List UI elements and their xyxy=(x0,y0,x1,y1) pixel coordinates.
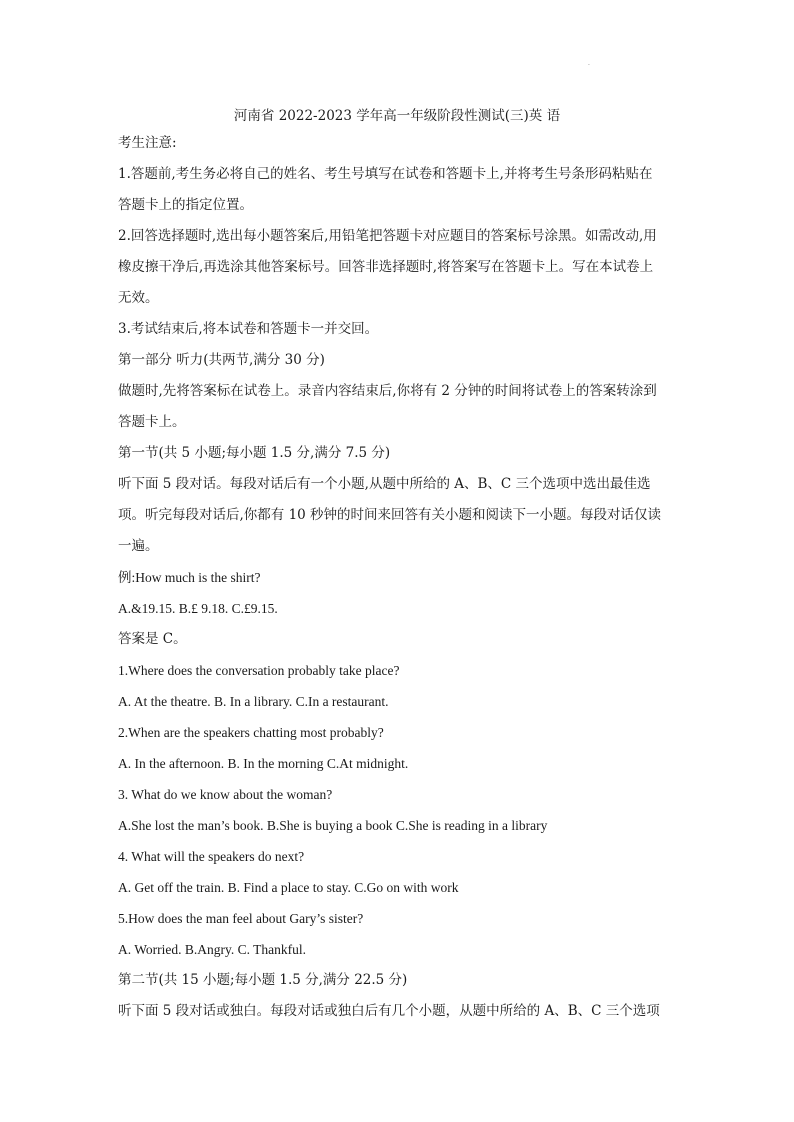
question-5-options: A. Worried. B.Angry. C. Thankful. xyxy=(118,942,307,957)
part-one-note-line-2: 答题卡上。 xyxy=(118,414,186,430)
section-one-heading: 第一节(共 5 小题;每小题 1.5 分,满分 7.5 分) xyxy=(118,445,391,461)
exam-body xyxy=(118,128,688,1027)
question-5: 5.How does the man feel about Gary’s sister? xyxy=(118,911,364,926)
instruction-2-line-3: 无效。 xyxy=(118,290,159,306)
instruction-1-line-2: 答题卡上的指定位置。 xyxy=(118,197,253,213)
notice-heading: 考生注意: xyxy=(118,135,177,151)
section-two-heading: 第二节(共 15 小题;每小题 1.5 分,满分 22.5 分) xyxy=(118,972,408,988)
part-one-heading: 第一部分 听力(共两节,满分 30 分) xyxy=(118,352,325,368)
section-two-directions-line-1: 听下面 5 段对话或独白。每段对话或独白后有几个小题，从题中所给的 A、B、C 三个选项 xyxy=(118,1003,660,1019)
section-one-directions-line-2: 项。听完每段对话后,你都有 10 秒钟的时间来回答有关小题和阅读下一小题。每段对话仅读 xyxy=(118,507,662,523)
section-one-directions-line-3: 一遍。 xyxy=(118,538,159,554)
question-4: 4. What will the speakers do next? xyxy=(118,849,305,864)
question-2-options: A. In the afternoon. B. In the morning C.At midnight. xyxy=(118,756,409,771)
section-one-directions-line-1: 听下面 5 段对话。每段对话后有一个小题,从题中所给的 A、B、C 三个选项中选出最佳选 xyxy=(118,476,651,492)
instruction-3: 3.考试结束后,将本试卷和答题卡一并交回。 xyxy=(118,321,379,337)
question-1-options: A. At the theatre. B. In a library. C.In a restaurant. xyxy=(118,694,389,709)
example-options: A.&19.15. B.£ 9.18. C.£9.15. xyxy=(118,601,278,616)
question-4-options: A. Get off the train. B. Find a place to stay. C.Go on with work xyxy=(118,880,459,895)
corner-mark: · xyxy=(588,62,590,69)
question-1: 1.Where does the conversation probably take place? xyxy=(118,663,400,678)
question-2: 2.When are the speakers chatting most probably? xyxy=(118,725,384,740)
instruction-2-line-1: 2.回答选择题时,选出每小题答案后,用铅笔把答题卡对应题目的答案标号涂黑。如需改动,用 xyxy=(118,228,657,244)
part-one-note-line-1: 做题时,先将答案标在试卷上。录音内容结束后,你将有 2 分钟的时间将试卷上的答案转涂到 xyxy=(118,383,657,399)
page-title: 河南省 2022-2023 学年高一年级阶段性测试(三)英 语 xyxy=(233,108,561,124)
question-3-options: A.She lost the man’s book. B.She is buying a book C.She is reading in a library xyxy=(118,818,548,833)
instruction-1-line-1: 1.答题前,考生务必将自己的姓名、考生号填写在试卷和答题卡上,并将考生号条形码粘贴在 xyxy=(118,166,653,182)
example-answer: 答案是 C。 xyxy=(118,631,187,647)
instruction-2-line-2: 橡皮擦干净后,再选涂其他答案标号。回答非选择题时,将答案写在答题卡上。写在本试卷上 xyxy=(118,259,654,275)
question-3: 3. What do we know about the woman? xyxy=(118,787,333,802)
example-question: 例:How much is the shirt? xyxy=(118,570,261,585)
